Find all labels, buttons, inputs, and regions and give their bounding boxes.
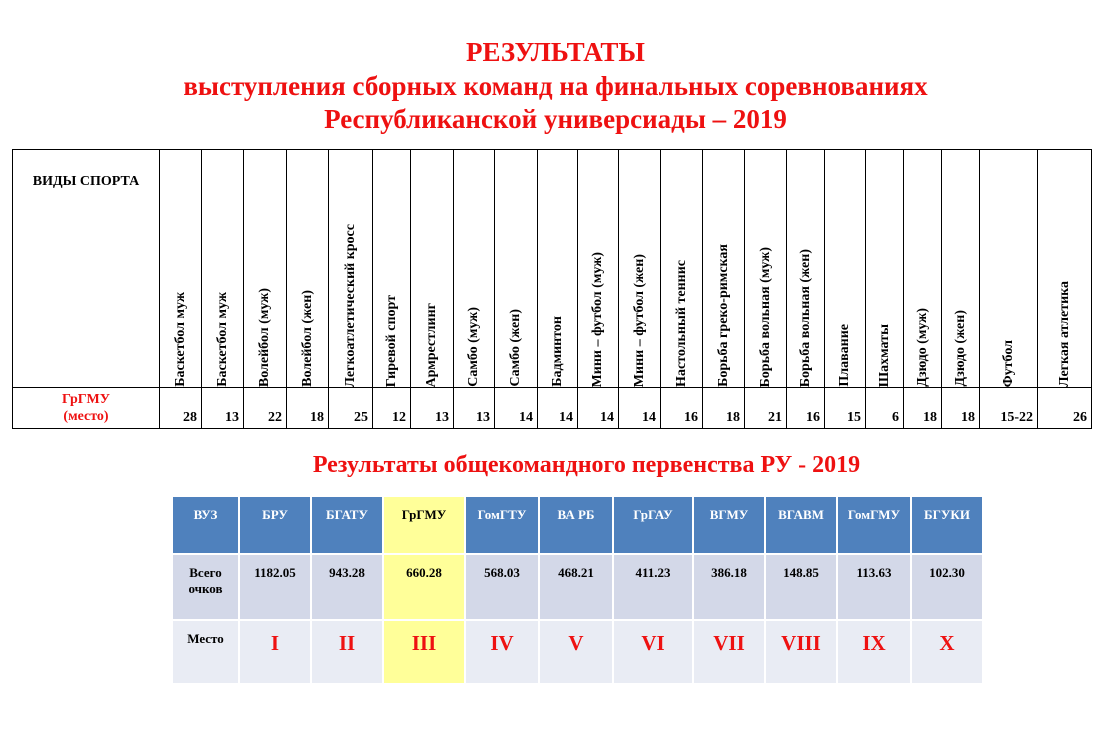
title-line-3: Республиканской универсиады – 2019	[324, 104, 787, 134]
row-label-place: (место)	[63, 409, 109, 424]
sport-place: 15-22	[980, 388, 1038, 429]
team-points: 1182.05	[239, 554, 311, 620]
team-place: I	[239, 620, 311, 684]
results-label-vuz: ВУЗ	[173, 497, 239, 554]
results-points-row	[173, 554, 983, 620]
results-label-points-1: Всего	[189, 565, 222, 580]
sport-name: Легкая атлетика	[1056, 281, 1072, 387]
team-points: 148.85	[765, 554, 837, 620]
sport-place: 13	[202, 388, 244, 429]
sport-header-cell	[329, 150, 373, 388]
sport-name: Баскетбол муж	[172, 292, 188, 387]
sport-place: 14	[578, 388, 619, 429]
team-place: V	[539, 620, 613, 684]
sport-name: Борьба вольная (муж)	[757, 246, 773, 387]
team-name: ВГМУ	[693, 497, 765, 554]
team-points: 386.18	[693, 554, 765, 620]
sport-header-cell	[578, 150, 619, 388]
sport-name: Бадминтон	[549, 316, 565, 387]
sport-place: 21	[745, 388, 787, 429]
sport-place: 18	[904, 388, 942, 429]
team-name: ГрГАУ	[613, 497, 693, 554]
team-place: IV	[465, 620, 539, 684]
sports-results-table	[12, 149, 1092, 429]
sport-header-cell	[825, 150, 866, 388]
results-label-points	[173, 554, 239, 620]
sport-place: 14	[495, 388, 538, 429]
sport-name: Мини – футбол (муж)	[590, 251, 605, 387]
sport-name: Дзюдо (муж)	[914, 308, 930, 387]
team-place: VII	[693, 620, 765, 684]
sport-name: Настольный теннис	[673, 260, 689, 387]
team-place: IX	[837, 620, 911, 684]
team-name: БГУКИ	[911, 497, 983, 554]
sport-header-cell	[454, 150, 495, 388]
sport-name: Армрестлинг	[424, 302, 439, 387]
row-label-university: ГрГМУ	[61, 392, 111, 407]
team-points: 102.30	[911, 554, 983, 620]
sport-header-cell	[904, 150, 942, 388]
sport-place: 18	[703, 388, 745, 429]
team-points: 568.03	[465, 554, 539, 620]
subtitle: Результаты общекомандного первенства РУ - 2019	[312, 452, 861, 478]
sport-place: 18	[942, 388, 980, 429]
sport-header-cell	[244, 150, 287, 388]
sport-place: 16	[661, 388, 703, 429]
team-points: 113.63	[837, 554, 911, 620]
sport-header-cell	[942, 150, 980, 388]
sport-place: 22	[244, 388, 287, 429]
team-name: ГомГМУ	[837, 497, 911, 554]
sport-place: 18	[287, 388, 329, 429]
sport-header-cell	[1038, 150, 1092, 388]
sport-header-cell	[745, 150, 787, 388]
team-points: 411.23	[613, 554, 693, 620]
results-label-place: Место	[173, 620, 239, 684]
team-name: ГомГТУ	[465, 497, 539, 554]
team-name: ГрГМУ	[383, 497, 465, 554]
team-name: ВГАВМ	[765, 497, 837, 554]
results-label-points-2: очков	[188, 581, 223, 596]
sports-header-label	[13, 150, 160, 388]
sport-header-cell	[160, 150, 202, 388]
sport-name: Шахматы	[876, 323, 892, 387]
sport-header-cell	[495, 150, 538, 388]
sport-place: 14	[538, 388, 578, 429]
sport-header-cell	[787, 150, 825, 388]
sport-place: 26	[1038, 388, 1092, 429]
sport-name: Баскетбол муж	[214, 292, 230, 387]
sport-header-cell	[980, 150, 1038, 388]
sport-place: 13	[411, 388, 454, 429]
sport-name: Самбо (жен)	[508, 309, 523, 387]
sport-name: Плавание	[837, 324, 852, 387]
team-name: ВА РБ	[539, 497, 613, 554]
team-place: VIII	[765, 620, 837, 684]
team-name: БРУ	[239, 497, 311, 554]
sport-header-cell	[661, 150, 703, 388]
team-place: II	[311, 620, 383, 684]
team-place: VI	[613, 620, 693, 684]
sport-header-cell	[202, 150, 244, 388]
sport-header-cell	[703, 150, 745, 388]
sport-place: 16	[787, 388, 825, 429]
sport-place: 15	[825, 388, 866, 429]
sport-name: Футбол	[1000, 339, 1016, 387]
sport-place: 12	[373, 388, 411, 429]
sport-place: 6	[866, 388, 904, 429]
team-points: 943.28	[311, 554, 383, 620]
results-university-row	[173, 497, 983, 554]
team-place: X	[911, 620, 983, 684]
sport-name: Гиревой спорт	[383, 294, 399, 387]
sport-header-cell	[287, 150, 329, 388]
team-name: БГАТУ	[311, 497, 383, 554]
sport-name: Волейбол (жен)	[299, 290, 315, 387]
title-line-2: выступления сборных команд на финальных соревнованиях	[183, 71, 928, 101]
sports-place-row	[13, 388, 1092, 429]
sport-place: 28	[160, 388, 202, 429]
team-results-table	[173, 497, 984, 685]
sport-name: Борьба греко-римская	[715, 244, 731, 387]
sports-row-label	[13, 388, 160, 429]
sport-name: Легкоатлетический кросс	[342, 223, 358, 387]
sport-name: Мини – футбол (жен)	[631, 253, 647, 387]
sports-header-text: ВИДЫ СПОРТА	[32, 174, 140, 189]
sport-name: Дзюдо (жен)	[952, 310, 968, 387]
sport-header-cell	[411, 150, 454, 388]
sport-header-cell	[866, 150, 904, 388]
team-points: 660.28	[383, 554, 465, 620]
title-line-1: РЕЗУЛЬТАТЫ	[466, 37, 645, 67]
results-place-row	[173, 620, 983, 684]
sports-header-row	[13, 150, 1092, 388]
sport-place: 25	[329, 388, 373, 429]
team-place: III	[383, 620, 465, 684]
sport-header-cell	[373, 150, 411, 388]
sport-name: Волейбол (муж)	[257, 287, 272, 387]
sport-place: 13	[454, 388, 495, 429]
sport-place: 14	[619, 388, 661, 429]
sport-header-cell	[619, 150, 661, 388]
sport-name: Самбо (муж)	[466, 307, 481, 387]
team-points: 468.21	[539, 554, 613, 620]
sport-header-cell	[538, 150, 578, 388]
sport-name: Борьба вольная (жен)	[797, 248, 813, 387]
